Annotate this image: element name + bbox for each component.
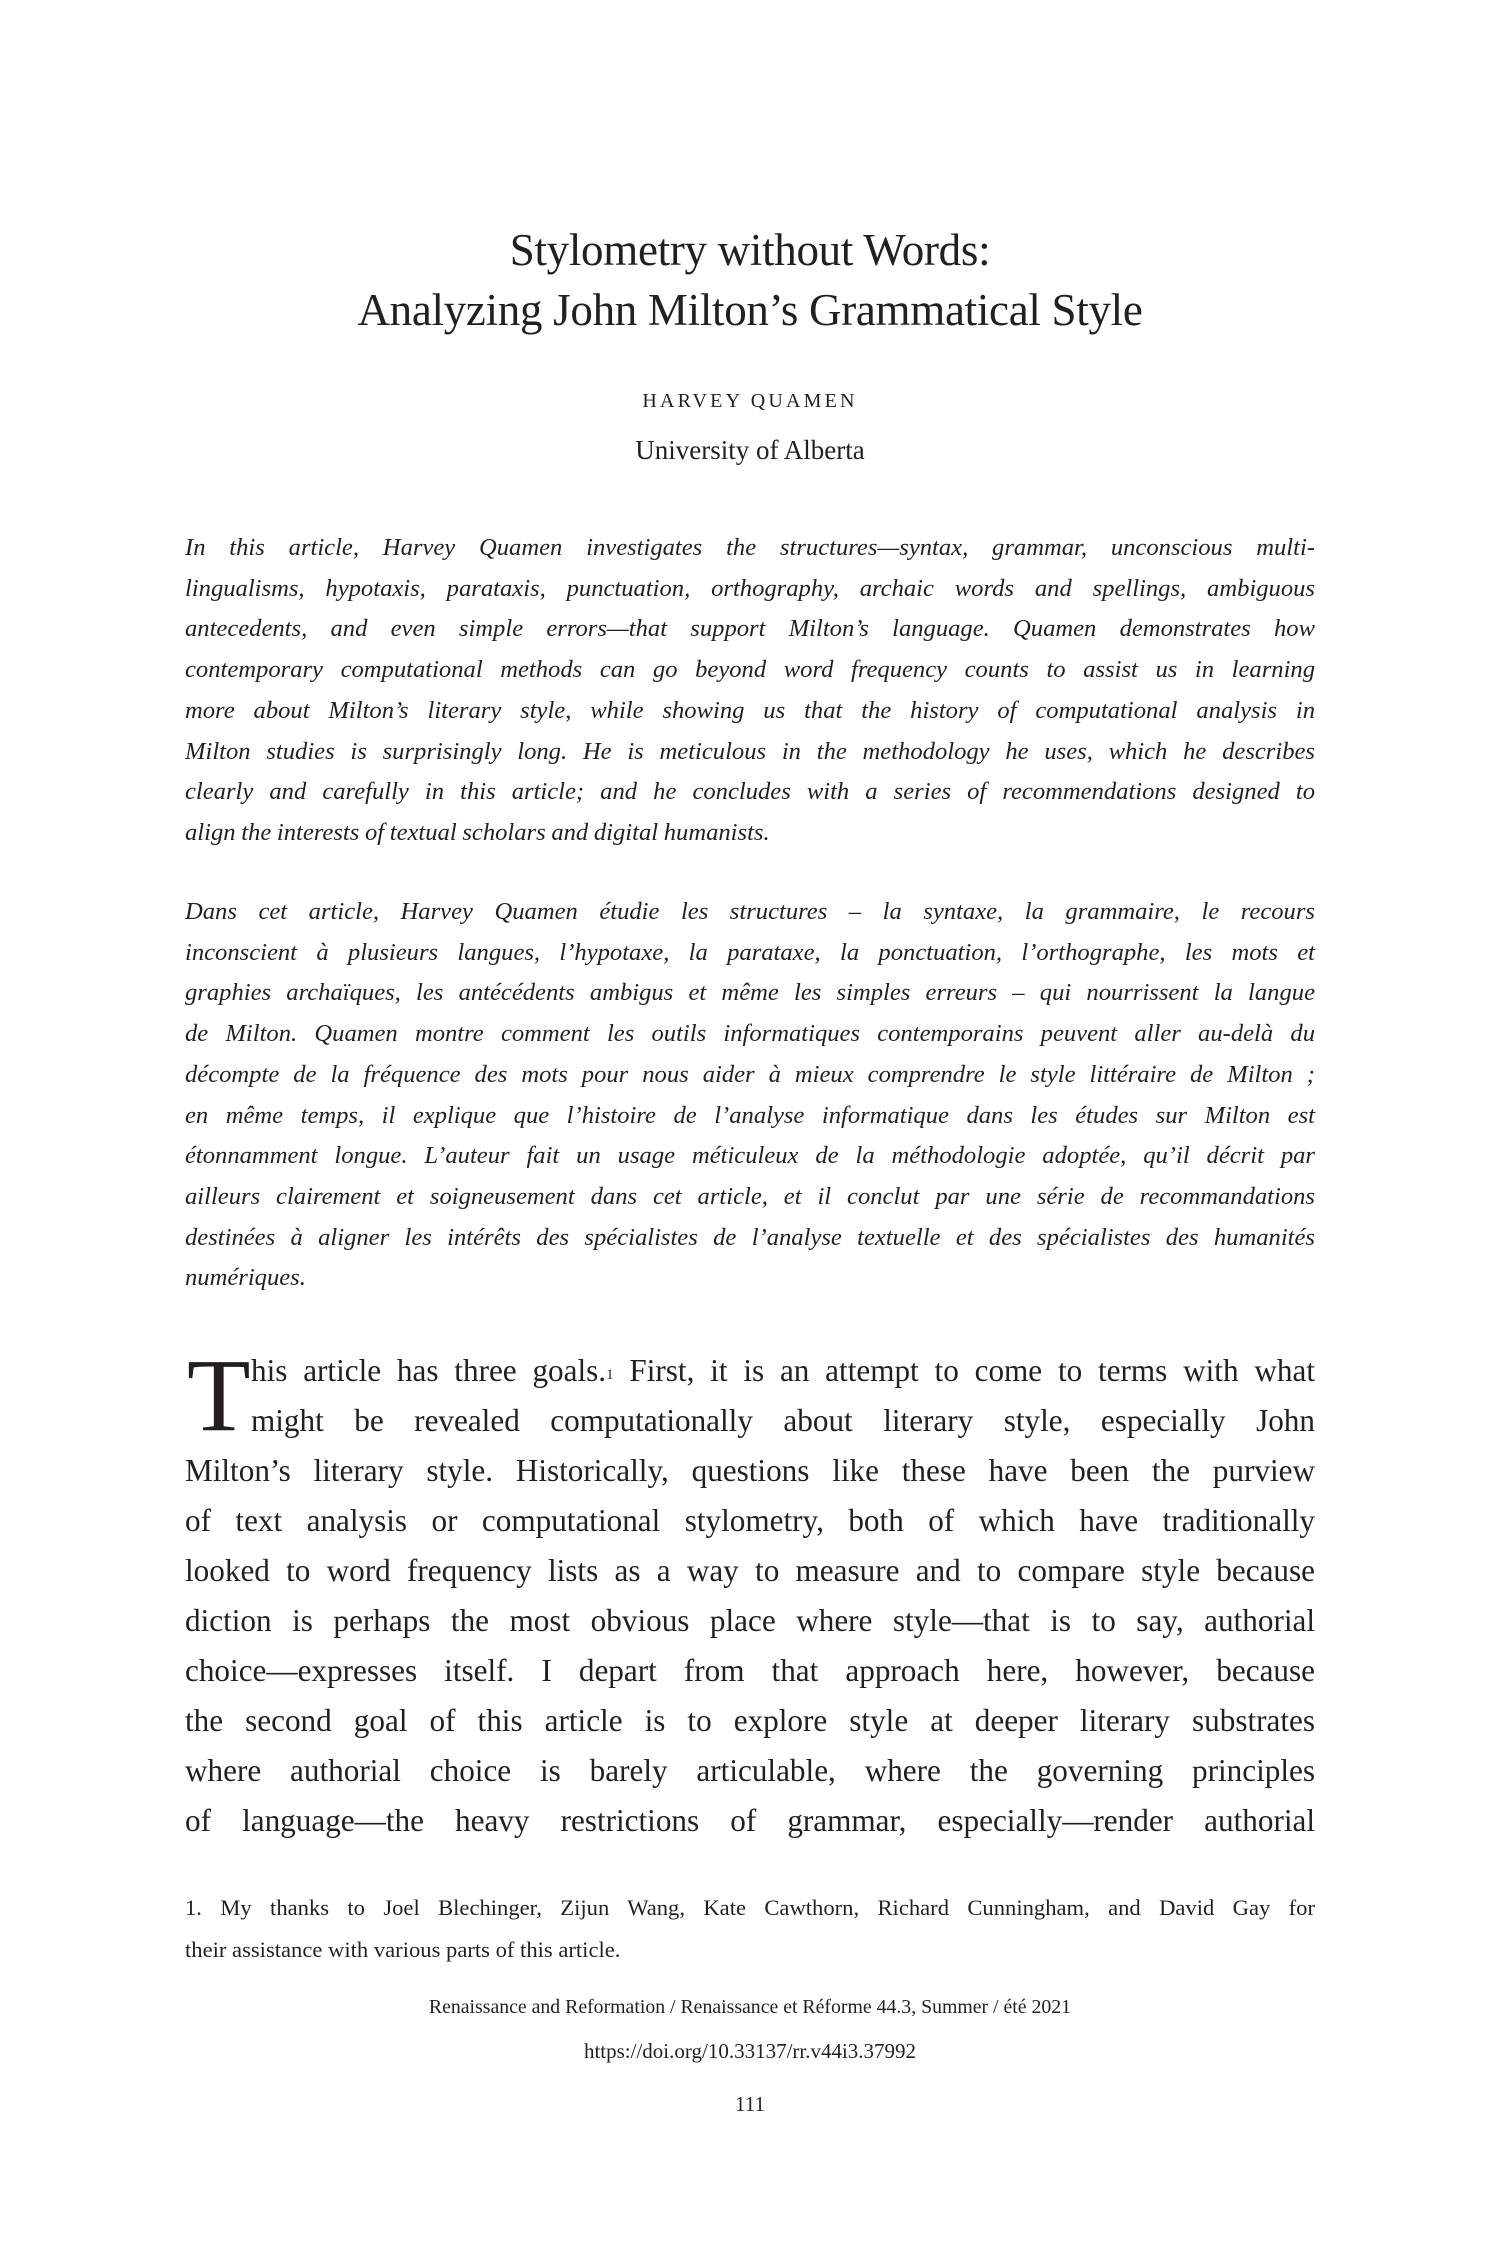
page-number: 111 <box>735 2092 765 2116</box>
abstract-english <box>185 528 1315 854</box>
abstract-line: Milton studies is surprisingly long. He is meticulous in the methodology he uses, which he describes <box>185 737 1315 765</box>
abstract-line: align the interests of textual scholars and digital humanists. <box>185 818 770 846</box>
abstract-line: décompte de la fréquence des mots pour nous aider à mieux comprendre le style littéraire de Milton ; <box>185 1060 1315 1088</box>
abstract-line: contemporary computational methods can go beyond word frequency counts to assist us in learning <box>185 656 1315 684</box>
body-paragraph <box>185 1338 1315 1846</box>
body-line-text: his article has three goals. <box>251 1353 607 1388</box>
abstract-line: de Milton. Quamen montre comment les outils informatiques contemporains peuvent aller au-delà du <box>185 1020 1315 1048</box>
footnote-line: their assistance with various parts of this article. <box>185 1937 621 1962</box>
body-line: where authorial choice is barely articulable, where the governing principles <box>185 1753 1315 1788</box>
footnote-line: 1. My thanks to Joel Blechinger, Zijun Wang, Kate Cawthorn, Richard Cunningham, and David Gay for <box>185 1895 1315 1920</box>
body-line: of text analysis or computational stylometry, both of which have traditionally <box>185 1503 1315 1538</box>
abstract-line: graphies archaïques, les antécédents ambigus et même les simples erreurs – qui nourrissent la langue <box>185 979 1315 1007</box>
abstract-line: more about Milton’s literary style, while showing us that the history of computational analysis in <box>185 696 1315 724</box>
article-title-line-2: Analyzing John Milton’s Grammatical Style <box>357 285 1143 335</box>
abstract-line: clearly and carefully in this article; and he concludes with a series of recommendations designed to <box>185 778 1315 806</box>
abstract-line: en même temps, il explique que l’histoire de l’analyse informatique dans les études sur Milton est <box>185 1101 1315 1129</box>
body-line: choice—expresses itself. I depart from that approach here, however, because <box>185 1653 1315 1688</box>
body-line: of language—the heavy restrictions of grammar, especially—render authorial <box>185 1803 1315 1838</box>
abstract-line: numériques. <box>185 1264 306 1292</box>
abstract-french <box>185 892 1315 1299</box>
abstract-line: lingualisms, hypotaxis, parataxis, punctuation, orthography, archaic words and spellings, ambiguous <box>185 574 1315 602</box>
body-line-text: First, it is an attempt to come to terms with what <box>613 1353 1315 1388</box>
journal-citation: Renaissance and Reformation / Renaissance et Réforme 44.3, Summer / été 2021 <box>428 1996 1072 2018</box>
footnote <box>185 1887 1315 1971</box>
abstract-line: étonnamment longue. L’auteur fait un usage méticuleux de la méthodologie adoptée, qu’il décrit par <box>185 1142 1315 1170</box>
body-line: looked to word frequency lists as a way to measure and to compare style because <box>185 1553 1315 1588</box>
doi-link[interactable]: https://doi.org/10.33137/rr.v44i3.37992 <box>583 2039 917 2063</box>
abstract-line: inconscient à plusieurs langues, l’hypotaxe, la parataxe, la ponctuation, l’orthographe, les mots et <box>185 938 1315 966</box>
abstract-line: antecedents, and even simple errors—that support Milton’s language. Quamen demonstrates how <box>185 615 1315 643</box>
author-name: HARVEY QUAMEN <box>642 390 858 412</box>
body-line <box>185 1346 1315 1396</box>
body-line: Milton’s literary style. Historically, questions like these have been the purview <box>185 1453 1315 1488</box>
footnote-marker[interactable]: 1 <box>606 1367 614 1383</box>
abstract-line: In this article, Harvey Quamen investigates the structures—syntax, grammar, unconscious multi- <box>185 534 1315 561</box>
abstract-line: ailleurs clairement et soigneusement dans cet article, et il conclut par une série de recommandations <box>185 1182 1315 1210</box>
drop-cap: T <box>187 1338 251 1453</box>
abstract-line: Dans cet article, Harvey Quamen étudie les structures – la syntaxe, la grammaire, le recours <box>185 898 1315 925</box>
body-line: diction is perhaps the most obvious place where style—that is to say, authorial <box>185 1603 1315 1638</box>
abstract-line: destinées à aligner les intérêts des spécialistes de l’analyse textuelle et des spécialistes des humanités <box>185 1223 1315 1251</box>
body-line: the second goal of this article is to explore style at deeper literary substrates <box>185 1703 1315 1738</box>
body-line: might be revealed computationally about literary style, especially John <box>251 1403 1315 1438</box>
author-affiliation: University of Alberta <box>635 435 865 465</box>
article-title-line-1: Stylometry without Words: <box>509 225 991 275</box>
